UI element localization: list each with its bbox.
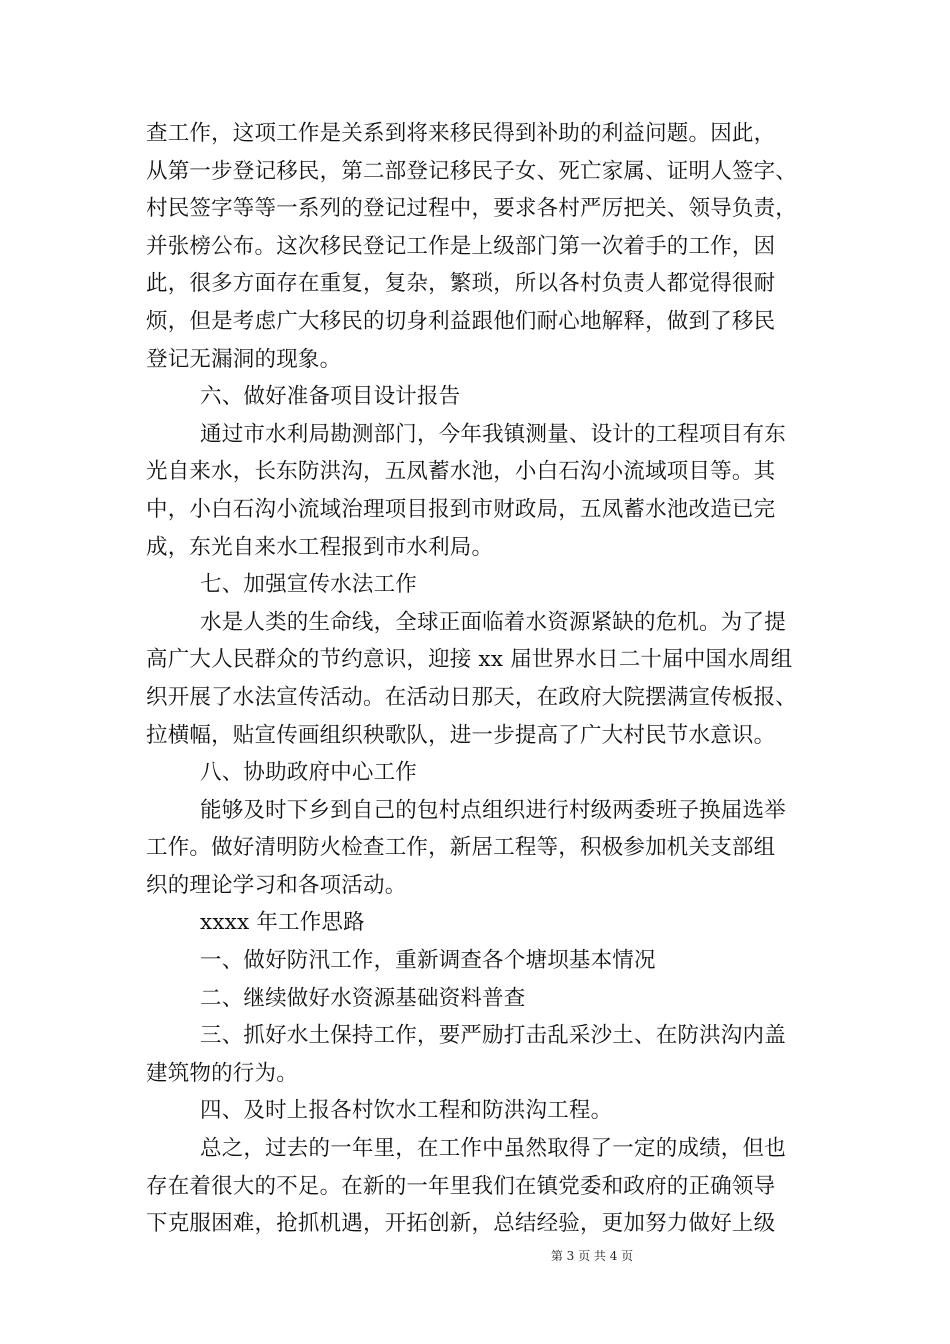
text-line: 烦，但是考虑广大移民的切身利益跟他们耐心地解释，做到了移民 bbox=[146, 308, 776, 334]
text-line: 中，小白石沟小流域治理项目报到市财政局，五凤蓄水池改造已完 bbox=[146, 496, 776, 522]
document-body bbox=[146, 115, 806, 1243]
text-line: 下克服困难，抢抓机遇，开拓创新，总结经验，更加努力做好上级 bbox=[146, 1211, 776, 1237]
text-line: 织的理论学习和各项活动。 bbox=[146, 872, 407, 898]
text-line: 从第一步登记移民，第二部登记移民子女、死亡家属、证明人签字、 bbox=[146, 158, 798, 184]
text-line: 七、加强宣传水法工作 bbox=[200, 572, 418, 598]
text-line: xxxx 年工作思路 bbox=[200, 910, 365, 936]
text-line: 三、抓好水土保持工作，要严励打击乱采沙土、在防洪沟内盖 bbox=[200, 1023, 786, 1049]
text-line: 存在着很大的不足。在新的一年里我们在镇党委和政府的正确领导 bbox=[146, 1173, 776, 1199]
text-line: 并张榜公布。这次移民登记工作是上级部门第一次着手的工作，因 bbox=[146, 233, 776, 259]
text-line: 此，很多方面存在重复，复杂，繁琐，所以各村负责人都觉得很耐 bbox=[146, 271, 776, 297]
text-line: 高广大人民群众的节约意识，迎接 xx 届世界水日二十届中国水周组 bbox=[146, 647, 793, 673]
text-line: 光自来水，长东防洪沟，五凤蓄水池，小白石沟小流域项目等。其 bbox=[146, 459, 776, 485]
text-line: 六、做好准备项目设计报告 bbox=[200, 384, 461, 410]
text-line: 登记无漏洞的现象。 bbox=[146, 346, 342, 372]
text-line: 工作。做好清明防火检查工作，新居工程等，积极参加机关支部组 bbox=[146, 835, 776, 861]
text-line: 一、做好防汛工作，重新调查各个塘坝基本情况 bbox=[200, 948, 656, 974]
text-line: 总之，过去的一年里，在工作中虽然取得了一定的成绩，但也 bbox=[200, 1136, 786, 1162]
text-line: 通过市水利局勘测部门，今年我镇测量、设计的工程项目有东 bbox=[200, 421, 786, 447]
page-number: 第 3 页 共 4 页 bbox=[550, 1249, 634, 1263]
text-line: 八、协助政府中心工作 bbox=[200, 760, 418, 786]
text-line: 查工作，这项工作是关系到将来移民得到补助的利益问题。因此， bbox=[146, 121, 776, 146]
text-line: 二、继续做好水资源基础资料普查 bbox=[200, 985, 526, 1011]
text-line: 成，东光自来水工程报到市水利局。 bbox=[146, 534, 494, 560]
text-line: 拉横幅，贴宣传画组织秧歌队，进一步提高了广大村民节水意识。 bbox=[146, 722, 776, 748]
text-line: 织开展了水法宣传活动。在活动日那天，在政府大院摆满宣传板报、 bbox=[146, 684, 798, 710]
text-line: 村民签字等等一系列的登记过程中，要求各村严厉把关、领导负责， bbox=[146, 196, 798, 222]
text-line: 建筑物的行为。 bbox=[146, 1060, 298, 1086]
text-line: 四、及时上报各村饮水工程和防洪沟工程。 bbox=[200, 1098, 613, 1124]
text-line: 水是人类的生命线，全球正面临着水资源紧缺的危机。为了提 bbox=[200, 609, 786, 635]
text-line: 能够及时下乡到自己的包村点组织进行村级两委班子换届选举 bbox=[200, 797, 786, 823]
page-footer bbox=[0, 1247, 950, 1264]
